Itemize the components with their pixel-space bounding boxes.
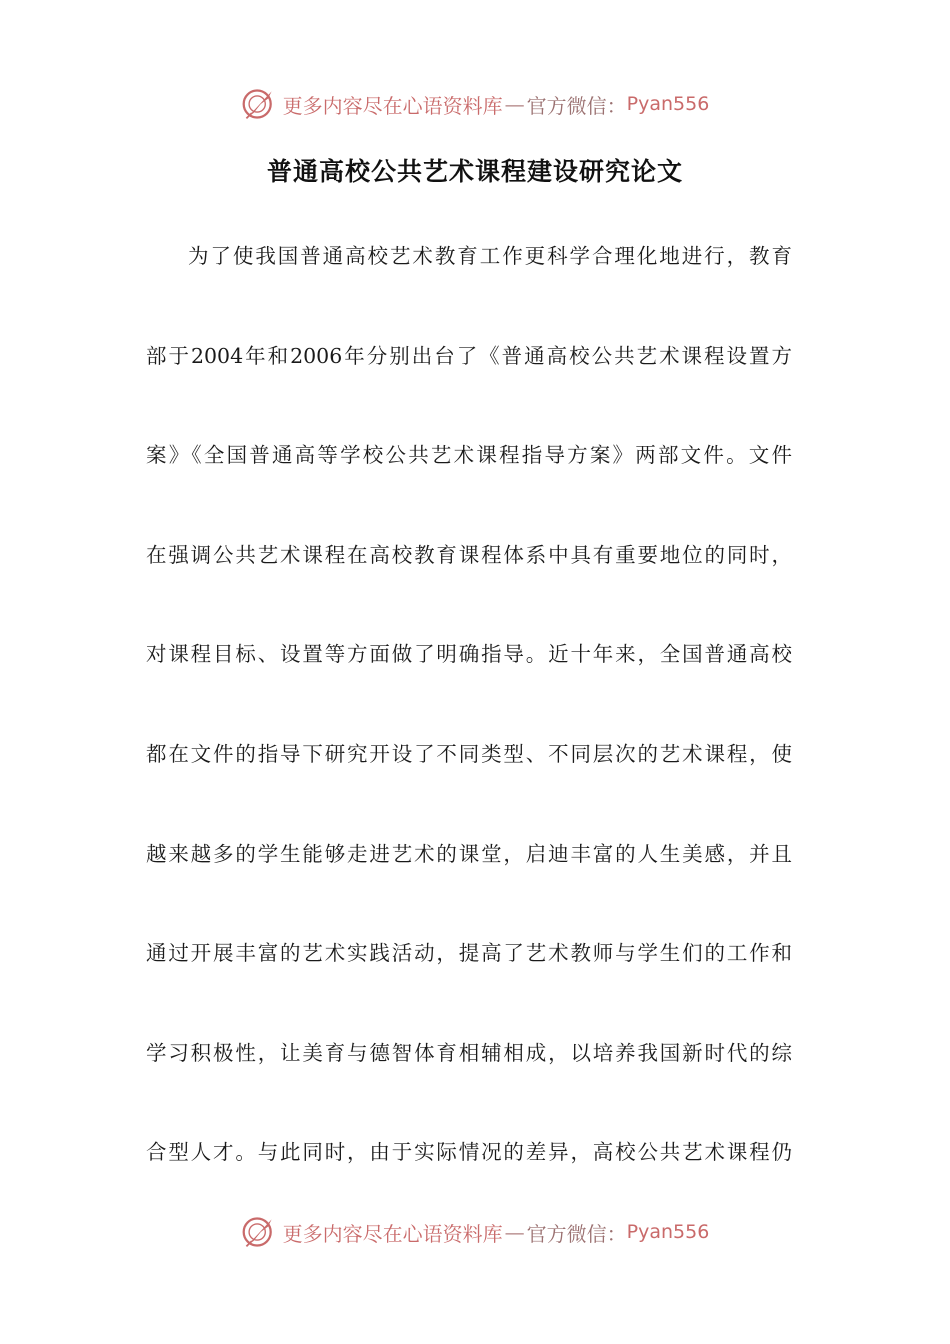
text-line-content: 越来越多的学生能够走进艺术的课堂，启迪丰富的人生美感，并且 — [146, 841, 792, 866]
text-line-content: 部于2004年和2006年分别出台了《普通高校公共艺术课程设置方 — [146, 343, 792, 368]
text-line-content: 合型人才。与此同时，由于实际情况的差异，高校公共艺术课程仍 — [146, 1140, 792, 1165]
text-line — [146, 1122, 792, 1222]
document-body — [146, 226, 792, 1222]
text-line — [146, 624, 792, 724]
wechat-id: Pyan556 — [626, 93, 710, 115]
wechat-label: 官方微信： — [526, 93, 627, 118]
watermark-separator: — — [504, 92, 525, 116]
footer-watermark — [0, 1210, 950, 1254]
watermark-text: 更多内容尽在心语资料库 — [282, 93, 503, 118]
text-line — [146, 1023, 792, 1123]
text-line-content: 都在文件的指导下研究开设了不同类型、不同层次的艺术课程，使 — [146, 741, 792, 766]
text-line — [146, 326, 792, 426]
quill-logo-icon — [241, 1214, 277, 1250]
header-watermark — [0, 82, 950, 126]
text-line-content: 为了使我国普通高校艺术教育工作更科学合理化地进行，教育 — [188, 244, 792, 268]
watermark-text: 更多内容尽在心语资料库 — [282, 1221, 503, 1246]
watermark-separator: — — [504, 1220, 525, 1244]
document-title: 普通高校公共艺术课程建设研究论文 — [266, 157, 683, 186]
text-line — [146, 226, 792, 326]
text-line — [146, 525, 792, 625]
wechat-label: 官方微信： — [526, 1221, 627, 1246]
wechat-id: Pyan556 — [626, 1221, 710, 1243]
text-line — [146, 923, 792, 1023]
text-line — [146, 824, 792, 924]
text-line-content: 对课程目标、设置等方面做了明确指导。近十年来，全国普通高校 — [146, 642, 792, 667]
text-line-content: 案》《全国普通高等学校公共艺术课程指导方案》两部文件。文件 — [146, 443, 792, 468]
text-line-content: 通过开展丰富的艺术实践活动，提高了艺术教师与学生们的工作和 — [146, 941, 792, 966]
text-line — [146, 724, 792, 824]
quill-logo-icon — [241, 86, 277, 122]
text-line — [146, 425, 792, 525]
text-line-content: 学习积极性，让美育与德智体育相辅相成，以培养我国新时代的综 — [146, 1040, 792, 1065]
text-line-content: 在强调公共艺术课程在高校教育课程体系中具有重要地位的同时， — [146, 542, 792, 567]
